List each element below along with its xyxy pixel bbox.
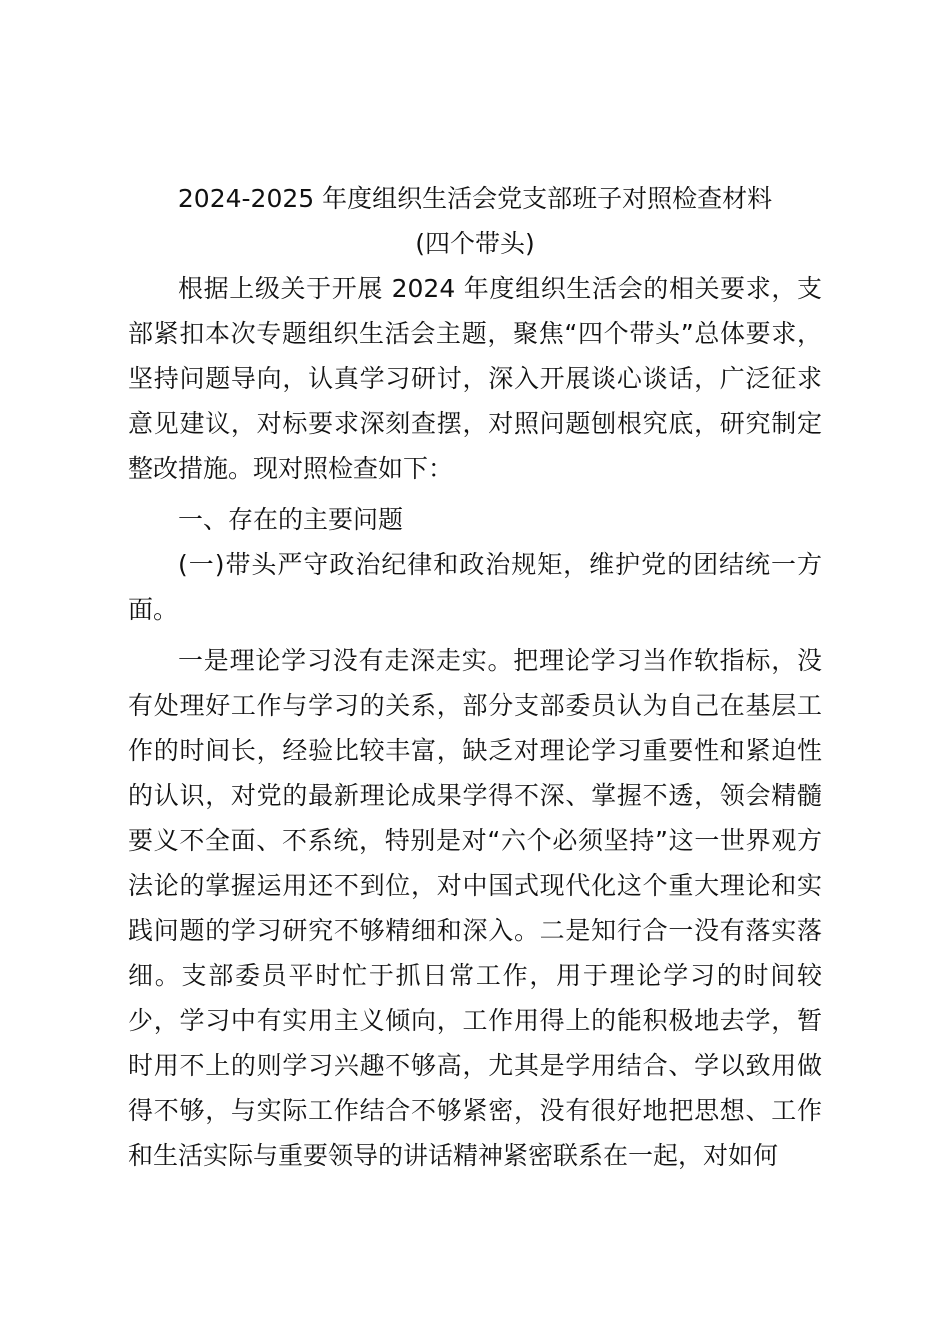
- document-title: [128, 176, 822, 266]
- body-paragraph: 一是理论学习没有走深走实。把理论学习当作软指标，没有处理好工作与学习的关系，部分支部委员认为自己在基层工作的时间长，经验比较丰富，缺乏对理论学习重要性和紧迫性的认识，对党的最新理论成果学得不深、掌握不透，领会精髓要义不全面、不系统，特别是对“六个必须坚持”这一世界观方法论的掌握运用还不到位，对中国式现代化这个重大理论和实践问题的学习研究不够精细和深入。二是知行合一没有落实落细。支部委员平时忙于抓日常工作，用于理论学习的时间较少，学习中有实用主义倾向，工作用得上的能积极地去学，暂时用不上的则学习兴趣不够高，尤其是学用结合、学以致用做得不够，与实际工作结合不够紧密，没有很好地把思想、工作和生活实际与重要领导的讲话精神紧密联系在一起，对如何: [128, 646, 822, 1170]
- section-heading: 一、存在的主要问题: [178, 505, 404, 534]
- title-line-1: 2024-2025 年度组织生活会党支部班子对照检查材料: [177, 184, 773, 213]
- title-line-2: (四个带头): [415, 229, 535, 258]
- document-body: [128, 176, 822, 1178]
- intro-paragraph: 根据上级关于开展 2024 年度组织生活会的相关要求，支部紧扣本次专题组织生活会主题，聚焦“四个带头”总体要求，坚持问题导向，认真学习研讨，深入开展谈心谈话，广泛征求意见建议，对标要求深刻查摆，对照问题刨根究底，研究制定整改措施。现对照检查如下：: [128, 274, 822, 483]
- subsection-heading: (一)带头严守政治纪律和政治规矩，维护党的团结统一方面。: [128, 550, 822, 624]
